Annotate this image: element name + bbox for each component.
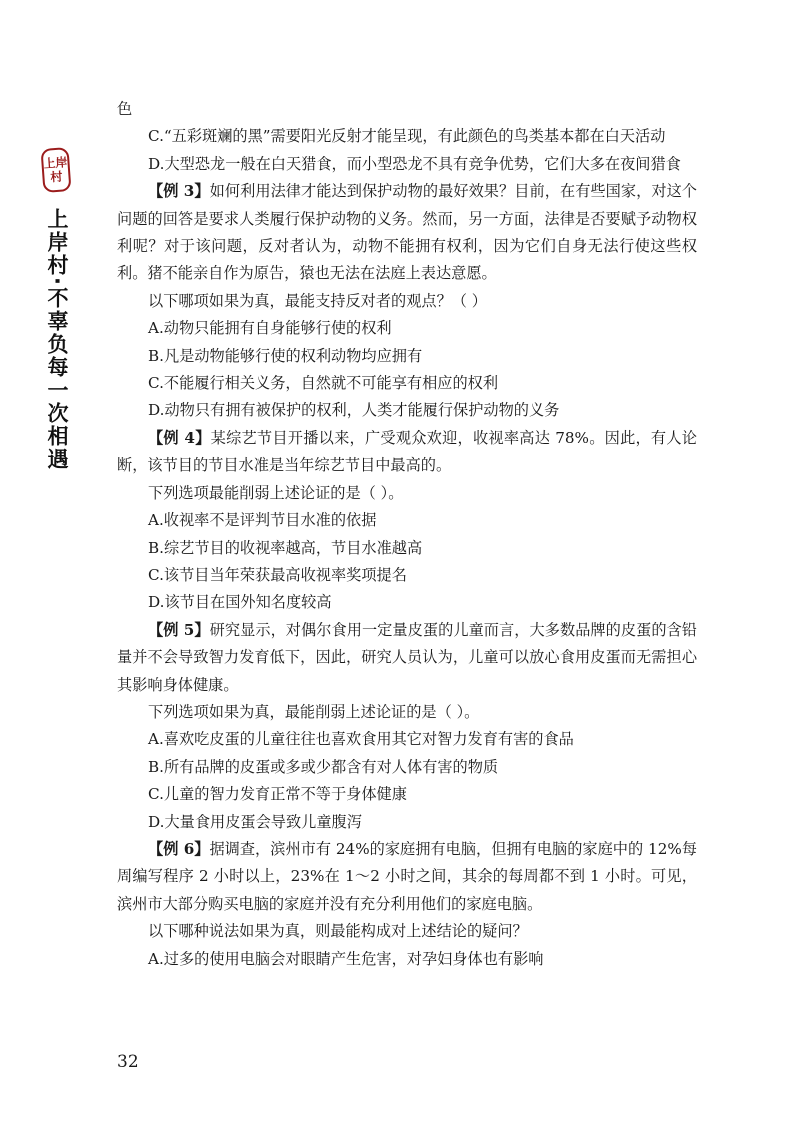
example-5-tag: 【例 5】 [148, 620, 210, 639]
example-5-option-b: B.所有品牌的皮蛋或多或少都含有对人体有害的物质 [148, 757, 499, 776]
example-4-tag: 【例 4】 [148, 428, 211, 447]
seal-line-2: 村 [49, 169, 63, 185]
example-6-tag: 【例 6】 [148, 839, 210, 858]
example-6-option-a: A.过多的使用电脑会对眼睛产生危害，对孕妇身体也有影响 [148, 949, 544, 968]
main-text [117, 96, 697, 973]
example-4-text: 某综艺节目开播以来，广受观众欢迎，收视率高达 78%。因此，有人论断，该节目的节目水准是当年综艺节目中最高的。 [117, 428, 697, 475]
example-3-text: 如何利用法律才能达到保护动物的最好效果？目前，在有些国家，对这个问题的回答是要求人类履行保护动物的义务。然而，另一方面，法律是否要赋予动物权利呢？对于该问题，反对者认为，动物不能拥有权利，因为它们自身无法行使这些权利。猪不能亲自作为原告，猿也无法在法庭上表达意愿。 [117, 182, 697, 283]
side-brand [42, 148, 72, 471]
prev-option-d: D.大型恐龙一般在白天猎食，而小型恐龙不具有竞争优势，它们大多在夜间猎食 [148, 154, 681, 173]
example-3-option-a: A.动物只能拥有自身能够行使的权利 [148, 319, 392, 338]
example-5-stem [117, 617, 697, 699]
example-3-tag: 【例 3】 [148, 182, 210, 201]
brand-seal [40, 147, 71, 193]
continuation-text: 色 [117, 100, 133, 118]
example-3-option-b: B.凡是动物能够行使的权利动物均应拥有 [148, 346, 423, 365]
example-6-stem [117, 836, 697, 918]
example-4-option-b: B.综艺节目的收视率越高，节目水准越高 [148, 538, 423, 557]
example-4-option-d: D.该节目在国外知名度较高 [148, 593, 332, 612]
page-number: 32 [117, 1052, 139, 1072]
example-5-option-a: A.喜欢吃皮蛋的儿童往往也喜欢食用其它对智力发育有害的食品 [148, 730, 574, 749]
example-6-text: 据调查，滨州市有 24%的家庭拥有电脑，但拥有电脑的家庭中的 12%每周编写程序 2 小时以上，23%在 1～2 小时之间，其余的每周都不到 1 小时。可见，滨州市大部分购买电脑的家庭并没有充分利用他们的家庭电脑。 [117, 839, 697, 913]
example-3-question: 以下哪项如果为真，最能支持反对者的观点？（ ） [148, 291, 487, 310]
example-4-option-c: C.该节目当年荣获最高收视率奖项提名 [148, 565, 407, 584]
example-5-text: 研究显示，对偶尔食用一定量皮蛋的儿童而言，大多数品牌的皮蛋的含铅量并不会导致智力发育低下，因此，研究人员认为，儿童可以放心食用皮蛋而无需担心其影响身体健康。 [117, 620, 697, 694]
example-3-option-c: C.不能履行相关义务，自然就不可能享有相应的权利 [148, 374, 499, 393]
example-5-question: 下列选项如果为真，最能削弱上述论证的是（ ）。 [148, 702, 480, 721]
example-3-stem [117, 178, 697, 288]
example-3-option-d: D.动物只有拥有被保护的权利，人类才能履行保护动物的义务 [148, 401, 560, 420]
example-5-option-c: C.儿童的智力发育正常不等于身体健康 [148, 785, 407, 804]
example-4-option-a: A.收视率不是评判节目水准的依据 [148, 511, 377, 530]
seal-line-1: 上岸 [43, 155, 68, 171]
brand-slogan: 上岸村·不辜负每一次相遇 [45, 208, 69, 471]
prev-option-c: C.“五彩斑斓的黑”需要阳光反射才能呈现，有此颜色的鸟类基本都在白天活动 [148, 127, 666, 146]
example-5-option-d: D.大量食用皮蛋会导致儿童腹泻 [148, 812, 362, 831]
example-6-question: 以下哪种说法如果为真，则最能构成对上述结论的疑问？ [148, 922, 528, 941]
example-4-stem [117, 425, 697, 480]
example-4-question: 下列选项最能削弱上述论证的是（ ）。 [148, 483, 404, 502]
